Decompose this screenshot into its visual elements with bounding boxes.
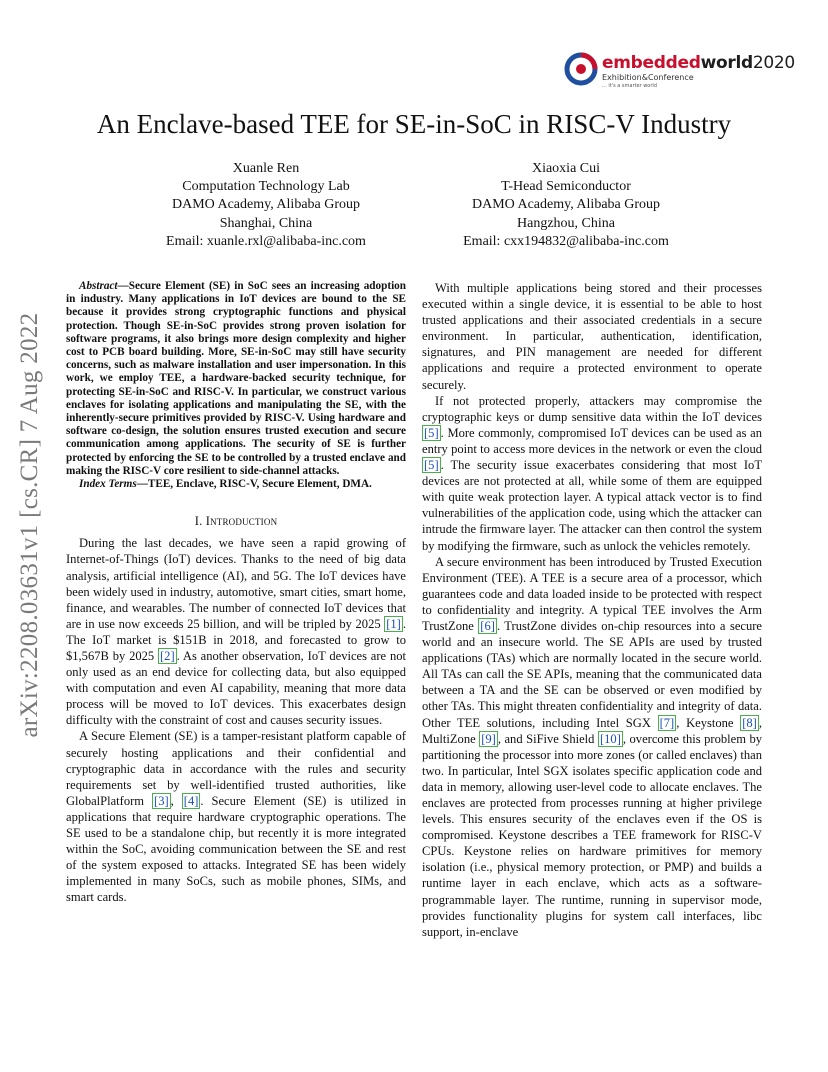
logo-tagline: ... it's a smarter world [602,83,657,89]
abstract-label: Abstract [79,280,118,292]
logo-subtitle: Exhibition&Conference [602,73,694,82]
index-terms-label: Index Terms [79,478,137,491]
conference-logo [564,52,814,92]
logo-brand-embedded: embedded [602,53,701,73]
paragraph-text: . More commonly, compromised IoT devices can be used as an entry point to access more devices in the network or even the cloud [422,425,762,456]
citation-link[interactable]: [8] [742,715,757,730]
paragraph-text: , [170,793,182,808]
paragraph [422,393,762,554]
paragraph-text: , and SiFive Shield [497,731,598,746]
paragraph-text: . The IoT market is $151B in 2018, and forecasted to grow to $1,567B by 2025 [66,616,406,663]
paragraph [66,535,406,728]
paragraph-text: . Secure Element (SE) is utilized in applications that require hardware cryptographic operations. The SE used to be a standalone chip, but recently it is more integrated within the SoC, avoiding communication between the SE and rest of the system exposed to attacks. Integrated SE has been widely implemented in many SoCs, such as mobile phones, SIMs, and smart cards. [66,793,406,905]
left-column [66,280,406,906]
citation-link[interactable]: [7] [659,715,675,730]
citation-link[interactable]: [5] [424,425,439,440]
paragraph [422,554,762,940]
author-affiliation: T-Head Semiconductor [501,179,631,195]
author-affiliation: DAMO Academy, Alibaba Group [471,197,661,213]
section-number: I. [194,514,206,529]
citation-link[interactable]: [4] [183,793,199,808]
citation-link[interactable]: [10] [599,731,621,746]
index-terms [66,478,406,491]
logo-brand-world: world [700,53,753,73]
arxiv-stamp [10,290,50,760]
author-email: Email: xuanle.rxl@alibaba-inc.com [166,233,366,249]
paragraph-text: , overcome this problem by partitioning the processor into more zones (or called enclaves) than two. In particular, Intel SGX isolates specific application code and data in memory, allowing user-level code to allocate enclaves. The enclaves are protected from processes running at higher privilege levels. This ensures security of the enclaves even if the OS is compromised. Keystone describes a TEE framework for RISC-V CPUs. Keystone relies on hardware primitives for memory isolation (i.e., physical memory protection, or PMP) and builds a runtime layer in each enclave, which acts as a software-programmable layer. The runtime, running in supervisor mode, provides functionality plugins for system call interfaces, libc support, in-enclave [422,731,763,939]
paragraph [66,728,406,905]
section-title: Introduction [205,514,278,529]
index-terms-text: —TEE, Enclave, RISC-V, Secure Element, DMA. [136,478,372,491]
author-location: Hangzhou, China [517,215,615,231]
paragraph-text: . The security issue exacerbates considering that most IoT devices are not protected at all, while some of them are equipped with quite weak protection layer. A typical attack vector is to find vulnerabilities of the application code, using which the attacker can intrude the firmware layer. The attacker can then control the system by modifying the firmware, such as unlock the vehicles remotely. [422,458,762,553]
paragraph-text: . TrustZone divides on-chip resources into a secure world and an insecure world. The SE APIs are used by trusted applications (TAs) which are normally located in the secure world. All TAs can call the SE APIs, meaning that the communicated data between a TA and the SE can be observed or even modified by other TAs. This might threaten confidentiality and integrity of data. Other TEE solutions, including Intel SGX [422,618,762,730]
citation-link[interactable]: [2] [160,649,175,663]
logo-mark-icon [564,52,598,86]
paragraph-text: , MultiZone [422,715,762,746]
abstract [66,280,406,478]
paper-title: An Enclave-based TEE for SE-in-SoC in RISC-V Industry [96,109,732,139]
paragraph-text: A Secure Element (SE) is a tamper-resistant platform capable of securely hosting applications and their confidential and cryptographic data in accordance with the rules and security requirements set by well-identified trusted authorities, like GlobalPlatform [66,729,406,808]
citation-link[interactable]: [3] [154,793,169,808]
author-email: Email: cxx194832@alibaba-inc.com [463,233,669,249]
paragraph-text: . As another observation, IoT devices are not only used as an end device for collecting data, but also equipped with computation and even AI capability, meaning that more data process will be moved to IoT devices. This exacerbates design difficulty with the constraint of cost and causes security issues. [66,649,406,728]
author-block-2 [416,160,716,251]
author-location: Shanghai, China [219,215,313,231]
paragraph-text: A secure environment has been introduced by Trusted Execution Environment (TEE). A TEE is a secure area of a processor, which guarantees code and data loaded inside to be protected with respect to confidentiality and integrity. A typical TEE involves the Arm TrustZone [422,554,762,633]
right-column [422,280,762,940]
logo-brand [602,52,795,74]
abstract-text: —Secure Element (SE) in SoC sees an increasing adoption in industry. Many applications in IoT devices are bound to the SE because it provides strong cryptographic functions and physical protection. Though SE-in-SoC provides strong proven isolation for software programs, it also brings more design complexity and higher cost to PCB board building. More, SE-in-SoC may still have security concerns, such as malware installation and user impersonation. In this work, we employ TEE, a hardware-backed security technique, for protecting SE-in-SoC and RISC-V. In particular, we construct various enclaves for isolating applications and manipulating the SE, with the inherently-secure primitives provided by RISC-V. Using hardware and software co-design, the solution ensures trusted execution and secure communication among applications. The security of SE is further protected by enforcing the SE to be controlled by a trusted enclave and making the RISC-V core resilient to side-channel attacks. [66,280,406,477]
author-name: Xuanle Ren [232,161,300,176]
author-affiliation: Computation Technology Lab [182,179,350,195]
citation-link[interactable]: [9] [481,731,496,746]
logo-brand-year: 2020 [752,53,795,73]
author-block-1 [116,160,416,251]
paragraph-text: During the last decades, we have seen a rapid growing of Internet-of-Things (IoT) devices. Thanks to the need of big data analysis, artificial intelligence (AI), and 5G. The IoT devices have been widely used in industry, automotive, smart cities, smart home, finance, and wearables. The number of connected IoT devices that are in use now exceeds 25 billion, and will be tripled by 2025 [66,536,406,631]
citation-link[interactable]: [5] [424,458,439,473]
paragraph-text: If not protected properly, attackers may compromise the cryptographic keys or dump sensitive data within the IoT devices [422,393,762,424]
author-name: Xiaoxia Cui [531,161,601,176]
citation-link[interactable]: [1] [386,616,401,631]
citation-link[interactable]: [6] [480,618,495,633]
paragraph: With multiple applications being stored and their processes executed within a single device, it is essential to be able to host trusted applications and their associated credentials in a secure environment. In particular, authentication, identification, signatures, and PIN management are needed for different applications and require a protected environment to operate securely. [422,281,762,392]
section-heading [66,513,406,529]
arxiv-identifier: arXiv:2208.03631v1 [cs.CR] 7 Aug 2022 [16,312,43,738]
author-affiliation: DAMO Academy, Alibaba Group [171,197,361,213]
paragraph-text: , Keystone [676,715,741,730]
